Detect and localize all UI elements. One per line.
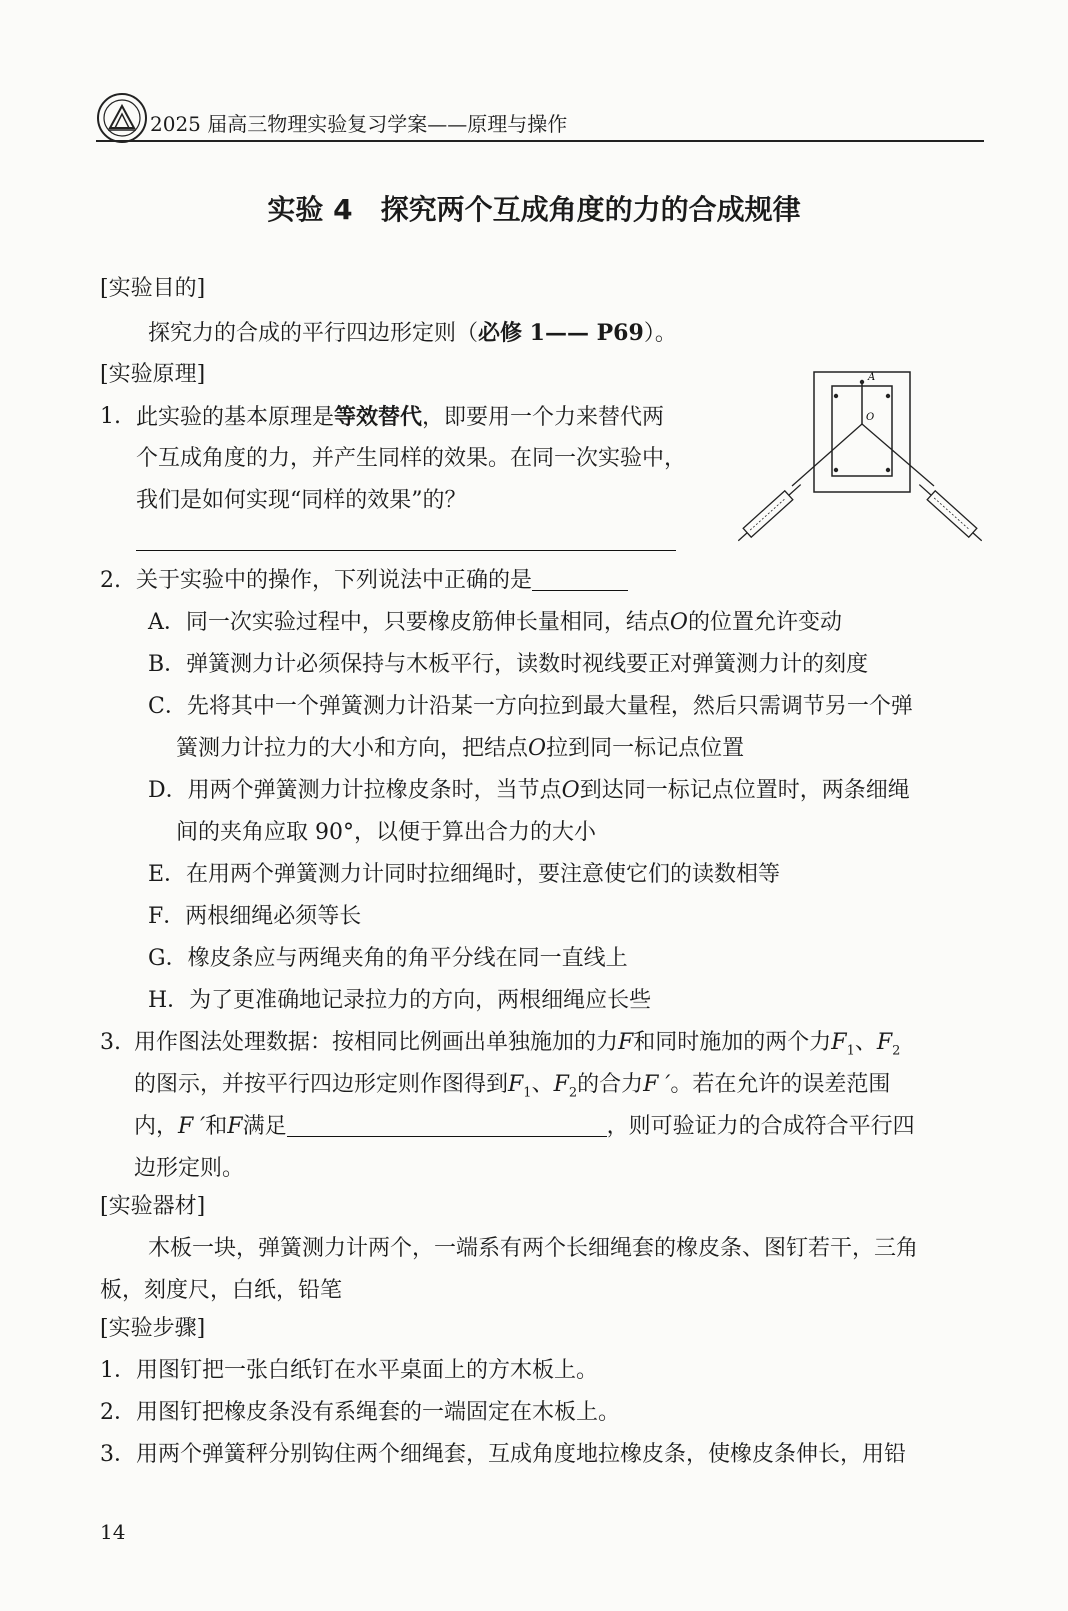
spring-scale-right — [915, 480, 982, 545]
page-header — [96, 92, 984, 144]
purpose-text-a: 探究力的合成的平行四边形定则（ — [148, 321, 479, 346]
item2-question-text: 关于实验中的操作，下列说法中正确的是 — [136, 568, 533, 593]
item3-line2-f1: F — [508, 1072, 524, 1097]
pin-4 — [886, 468, 890, 472]
section-heading-principle: [实验原理] — [100, 362, 206, 387]
item1-line1-bold: 等效替代 — [334, 404, 423, 430]
page-number: 14 — [100, 1520, 126, 1544]
item3-line2-b: 的合力 — [577, 1072, 644, 1097]
option-b: B．弹簧测力计必须保持与木板平行，读数时视线要正对弹簧测力计的刻度 — [148, 652, 869, 677]
option-d1-b: 到达同一标记点位置时，两条细绳 — [579, 778, 910, 803]
option-c-line2 — [176, 734, 744, 764]
item3-line2-f2: F — [553, 1072, 569, 1097]
option-d1-a: D．用两个弹簧测力计拉橡皮条时，当节点 — [148, 778, 562, 803]
item2-answer-blank[interactable] — [532, 568, 628, 591]
option-h: H．为了更准确地记录拉力的方向，两根细绳应长些 — [148, 988, 652, 1013]
item3-line1-a: 用作图法处理数据：按相同比例画出单独施加的力 — [134, 1030, 619, 1055]
purpose-text-bold: 必修 1—— P69 — [478, 320, 644, 346]
page-title: 实验 4 探究两个互成角度的力的合成规律 — [267, 193, 801, 226]
item3-line3-d: ，则可验证力的合成符合平行四 — [606, 1114, 915, 1139]
school-seal-logo-icon — [96, 92, 148, 144]
item3-line2-sep: 、 — [531, 1072, 554, 1097]
item3-f2: F — [876, 1030, 893, 1055]
item3-line3-f: F — [227, 1114, 243, 1139]
section-heading-equipment: [实验器材] — [100, 1194, 206, 1219]
principle-item2-number: 2. — [100, 568, 121, 593]
principle-item1-line1 — [136, 402, 664, 433]
label-o: O — [866, 412, 875, 423]
item3-line3-b: 和 — [205, 1114, 228, 1139]
item1-answer-blank[interactable] — [136, 528, 676, 551]
item1-line1-b: ，即要用一个力来替代两 — [422, 405, 665, 430]
pin-3 — [834, 468, 838, 472]
item3-line3-c: 满足 — [242, 1114, 287, 1139]
experiment-apparatus-figure — [738, 366, 982, 552]
principle-item3-line2 — [134, 1070, 890, 1108]
item3-f: F — [618, 1030, 634, 1055]
principle-item1-number: 1. — [100, 404, 121, 429]
option-d1-o: O — [561, 778, 580, 803]
option-a-tail: 的位置允许变动 — [687, 610, 842, 635]
label-a: A — [868, 372, 876, 383]
item1-line1-a: 此实验的基本原理是 — [136, 405, 335, 430]
item3-fprime: F ′ — [643, 1072, 671, 1097]
principle-item2-question — [136, 566, 628, 596]
option-d-line2: 间的夹角应取 90°，以便于算出合力的大小 — [176, 820, 596, 845]
item3-line3-fp: F ′ — [178, 1114, 206, 1139]
item3-line2-a: 的图示，并按平行四边形定则作图得到 — [134, 1072, 509, 1097]
principle-item3-line1 — [134, 1028, 900, 1066]
item3-line2-sub1: 1 — [523, 1085, 532, 1101]
item3-sep: 、 — [854, 1030, 877, 1055]
option-c2-b: 拉到同一标记点位置 — [546, 736, 745, 761]
step-3: 3．用两个弹簧秤分别钩住两个细绳套，互成角度地拉橡皮条，使橡皮条伸长，用铅 — [100, 1442, 906, 1467]
item3-sub2: 2 — [892, 1043, 901, 1059]
option-a-o: O — [669, 610, 688, 635]
step-2: 2．用图钉把橡皮条没有系绳套的一端固定在木板上。 — [100, 1400, 620, 1425]
principle-item3-line3 — [134, 1112, 915, 1142]
item3-line2-c: 。若在允许的误差范围 — [670, 1072, 891, 1097]
option-c2-a: 簧测力计拉力的大小和方向，把结点 — [176, 736, 529, 761]
item3-f1: F — [831, 1030, 847, 1055]
item3-answer-blank[interactable] — [287, 1114, 607, 1137]
section-heading-purpose: [实验目的] — [100, 276, 206, 301]
option-f: F．两根细绳必须等长 — [148, 904, 362, 929]
principle-item3-line4: 边形定则。 — [134, 1156, 245, 1181]
option-c2-o: O — [528, 736, 547, 761]
option-a-text: A．同一次实验过程中，只要橡皮筋伸长量相同，结点 — [148, 610, 670, 635]
item3-line2-sub2: 2 — [568, 1085, 578, 1101]
item3-line3-a: 内， — [134, 1114, 179, 1139]
option-e: E．在用两个弹簧测力计同时拉细绳时，要注意使它们的读数相等 — [148, 862, 781, 887]
section-heading-steps: [实验步骤] — [100, 1316, 206, 1341]
equipment-line1: 木板一块，弹簧测力计两个，一端系有两个长细绳套的橡皮条、图钉若干，三角 — [148, 1236, 919, 1261]
option-c-line1: C．先将其中一个弹簧测力计沿某一方向拉到最大量程，然后只需调节另一个弹 — [148, 694, 913, 719]
spring-scale-left — [738, 480, 805, 545]
option-a — [148, 608, 842, 638]
purpose-text — [148, 318, 677, 349]
principle-item1-line2: 个互成角度的力，并产生同样的效果。在同一次实验中， — [136, 446, 687, 471]
option-d-line1 — [148, 776, 910, 806]
purpose-text-b: ）。 — [643, 321, 677, 346]
item3-sub1: 1 — [846, 1043, 855, 1059]
principle-item3-number: 3. — [100, 1030, 121, 1055]
pin-2 — [886, 394, 890, 398]
header-title: 2025 届高三物理实验复习学案——原理与操作 — [150, 112, 568, 136]
option-g: G．橡皮条应与两绳夹角的角平分线在同一直线上 — [148, 946, 628, 971]
equipment-line2: 板，刻度尺，白纸，铅笔 — [100, 1278, 343, 1303]
header-divider — [96, 140, 984, 142]
principle-item1-line3: 我们是如何实现“同样的效果”的？ — [136, 488, 467, 513]
item3-line1-b: 和同时施加的两个力 — [633, 1030, 832, 1055]
pin-1 — [834, 394, 838, 398]
step-1: 1．用图钉把一张白纸钉在水平桌面上的方木板上。 — [100, 1358, 598, 1383]
